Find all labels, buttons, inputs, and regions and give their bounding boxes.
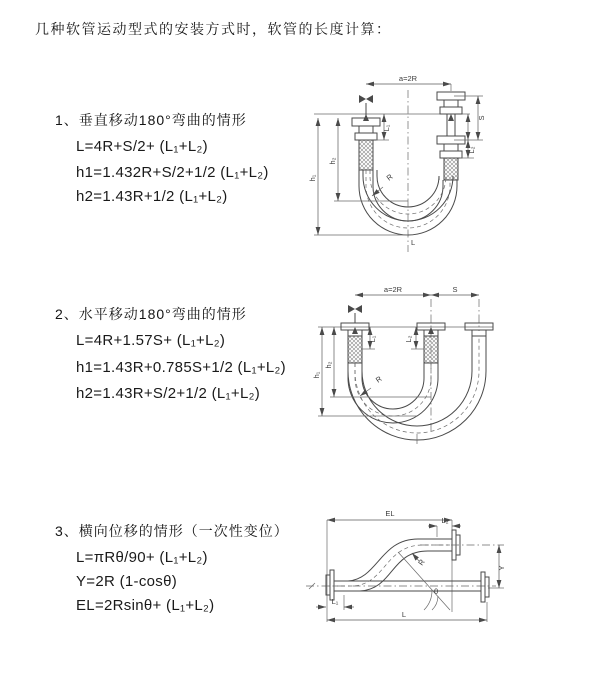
formula-line: h1=1.432R+S/2+1/2 (L₁+L₂) [76, 164, 269, 181]
top-dimension [366, 74, 451, 91]
l1-dimension [316, 595, 354, 610]
dim-label-s: S [477, 115, 486, 121]
fitting-dimensions [376, 96, 486, 158]
dim-label-s: S [452, 285, 458, 294]
radius-label: R [384, 172, 395, 183]
dim-label-l1: L₁ [368, 335, 377, 343]
diagram-horizontal-movement [308, 283, 578, 448]
top-dimension [355, 285, 479, 295]
formula-line: h1=1.43R+0.785S+1/2 (L₁+L₂) [76, 359, 286, 376]
height-dimensions [308, 114, 454, 235]
dim-label-l2: L₂ [441, 516, 449, 525]
dim-label-h1: h₁ [308, 174, 317, 182]
valve-icon [348, 305, 362, 323]
radius-label: R [373, 374, 384, 385]
formula-line: L=4R+1.57S+ (L₁+L₂) [76, 332, 226, 349]
formula-line: L=πRθ/90+ (L₁+L₂) [76, 549, 208, 566]
dim-label-span: a=2R [383, 285, 403, 294]
formula-line: h2=1.43R+S/2+1/2 (L₁+L₂) [76, 385, 261, 402]
centerlines [318, 299, 493, 433]
dim-label-l2: L₂ [467, 146, 476, 154]
page-title: 几种软管运动型式的安装方式时，软管的长度计算： [35, 21, 392, 37]
formula-line: h2=1.43R+1/2 (L₁+L₂) [76, 188, 228, 205]
formula-line: EL=2Rsinθ+ (L₁+L₂) [76, 597, 215, 614]
l-dimension [327, 602, 487, 622]
dim-label-l2: L₂ [404, 335, 413, 343]
section2-heading: 2、水平移动180°弯曲的情形 [55, 306, 247, 322]
dim-label-span: a=2R [398, 74, 418, 83]
diagram-vertical-movement [308, 68, 578, 258]
radius-label: R [416, 557, 427, 568]
angle-label: θ [434, 587, 439, 596]
diagram-lateral-displacement [300, 500, 590, 640]
right-pipe-fitting [437, 92, 465, 180]
formula-line: Y=2R (1-cosθ) [76, 573, 178, 590]
section3-heading: 3、横向位移的情形（一次性变位） [55, 523, 289, 539]
dim-label-el: EL [385, 509, 395, 518]
dim-label-h1: h₁ [312, 371, 321, 379]
hose-s-curve [334, 539, 452, 591]
length-label: L [411, 238, 416, 247]
left-pipe-fitting [352, 118, 380, 170]
dim-label-l: L [401, 610, 407, 619]
dim-label-y: Y [497, 565, 506, 571]
formula-line: L=4R+S/2+ (L₁+L₂) [76, 138, 208, 155]
y-dimension [488, 545, 506, 588]
dim-label-h2: h₂ [328, 157, 337, 165]
dim-label-l1: L₁ [331, 597, 339, 606]
dim-label-h2: h₂ [324, 361, 333, 369]
section1-heading: 1、垂直移动180°弯曲的情形 [55, 112, 247, 128]
dim-label-l1: L₁ [382, 124, 391, 132]
right-pipe-fitting [465, 323, 493, 336]
fitting-dimensions [362, 327, 424, 349]
